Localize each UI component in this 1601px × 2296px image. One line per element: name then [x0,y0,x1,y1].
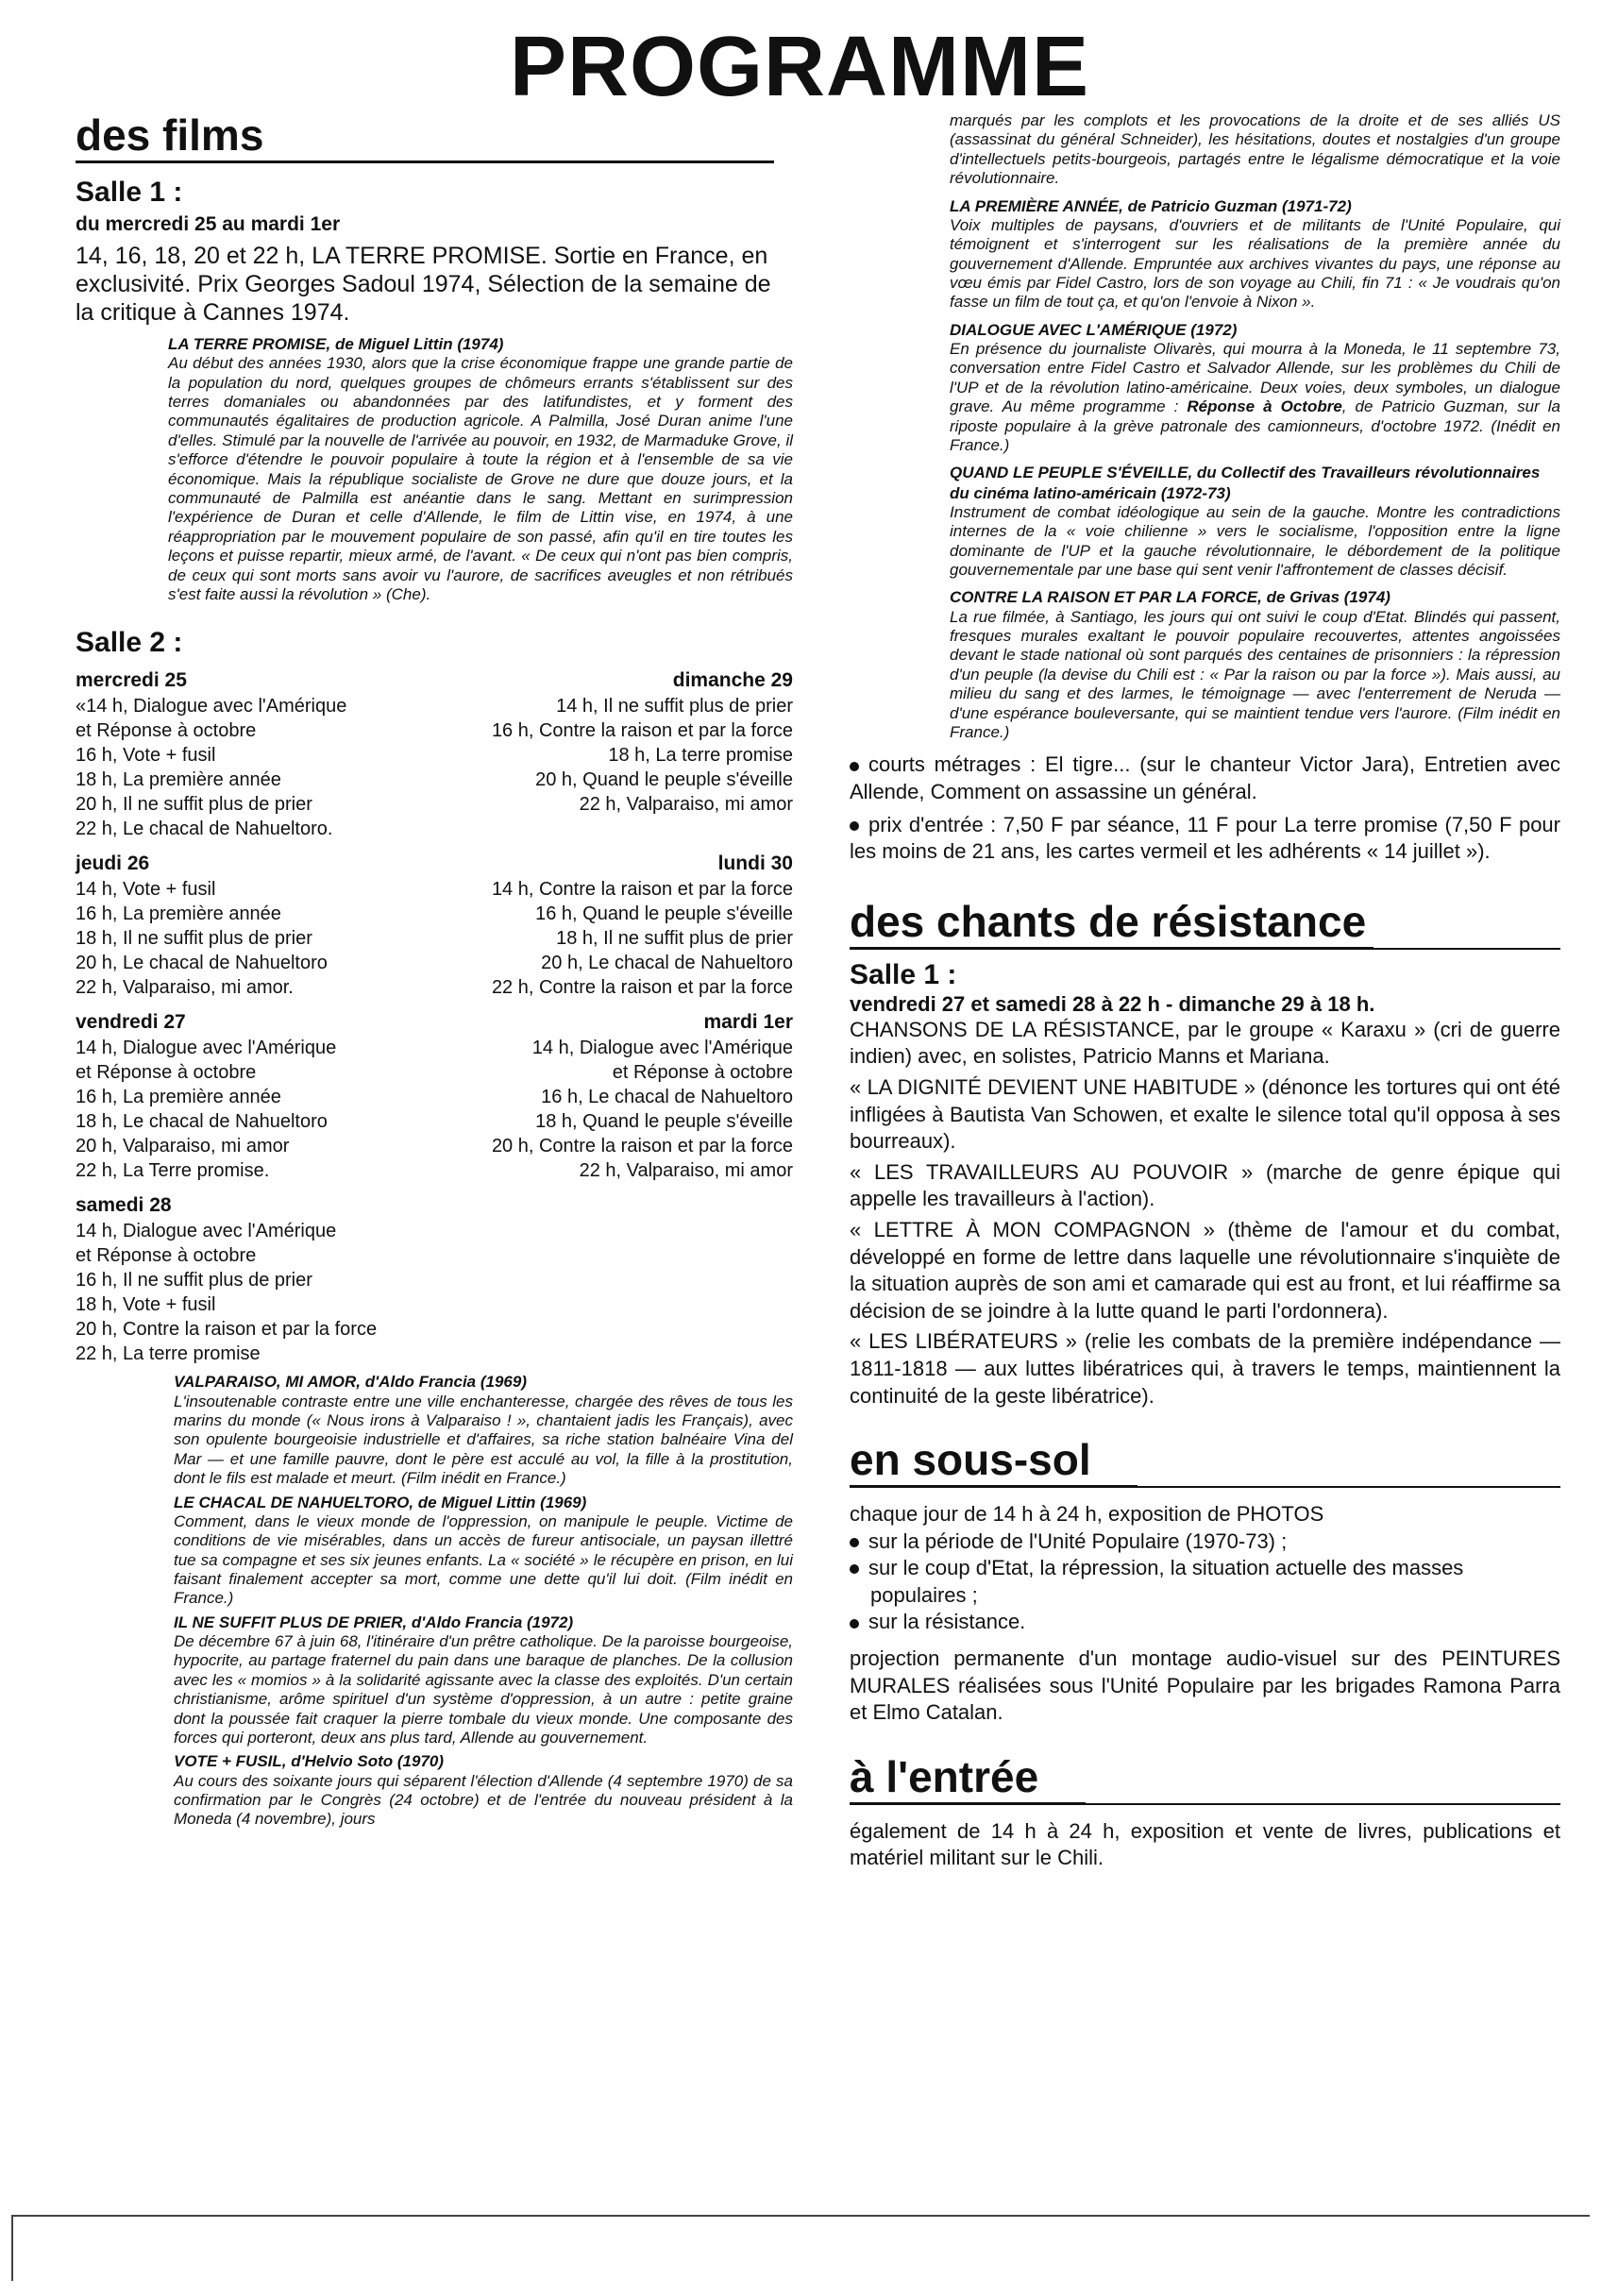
bullet-icon [850,762,859,771]
film-dialogue [950,320,1560,456]
salle2-label: Salle 2 : [76,627,183,659]
film-chacal [174,1493,793,1609]
film-terre-promise [168,334,793,604]
chant-paragraph: CHANSONS DE LA RÉSISTANCE, par le groupe « Karaxu » (cri de guerre indien) avec, en solistes, Patricio Manns et Mariana. [850,1017,1560,1069]
film-title: CONTRE LA RAISON ET PAR LA FORCE, de Grivas (1974) [950,588,1390,607]
film-description: Au début des années 1930, alors que la crise économique frappe une grande partie de la population du nord, quelques groupes de chômeurs errants s'établissent sur des terres domaniales ou abandonnées par des latifundistes, et y forment des communautés égalitaires de production agricole. A Palmilla, José Duran anime l'une d'elles. Stimulé par la nouvelle de l'arrivée au pouvoir, en 1932, de Marmaduke Grove, il s'efforce d'étendre le pouvoir populaire à toute la région et à l'ensemble de sa vie économique. Mais la république socialiste de Grove ne dure que douze jours, et la communauté de Palmilla est anéantie dans le sang. Mettant en surimpression l'expérience de Duran et celle d'Allende, le film de Littin vise, en 1974, à une réappropriation par le mouvement populaire de son passé, afin qu'il en tire toutes les leçons et puisse repartir, mieux armé, de l'avant. « De ceux qui n'ont pas bien compris, de ceux qui sont morts sans avoir vu l'aurore, de sacrifices aveugles et non rétribués s'est faite aussi la révolution » (Che). [168,354,793,603]
item-text: sur le coup d'Etat, la répression, la situation actuelle des masses populaires ; [868,1556,1464,1607]
schedule-line: 22 h, Le chacal de Nahueltoro. [76,819,333,840]
schedule-line: «14 h, Dialogue avec l'Amérique [76,696,347,718]
schedule-line: 18 h, La première année [76,769,281,791]
schedule-line: 16 h, Il ne suffit plus de prier [76,1270,312,1292]
schedule-day-right [453,669,793,841]
salle1-label: Salle 1 : [76,177,183,208]
desc-bold-part: Réponse à Octobre [1187,397,1342,416]
schedule-line: 22 h, La Terre promise. [76,1160,270,1182]
schedule-day-right [453,1194,793,1366]
soussol-section [850,1435,1560,1727]
schedule-row [76,1011,793,1183]
schedule-day-left [76,1194,453,1366]
schedule-line: 18 h, La terre promise [608,745,793,767]
bullet-icon [850,1538,859,1547]
schedule-line: 20 h, Le chacal de Nahueltoro [541,953,793,974]
heading-rule [1373,948,1560,950]
film-vote-fusil-cont [950,111,1560,189]
schedule-line: 22 h, Valparaiso, mi amor. [76,977,294,999]
schedule-row [76,1194,793,1366]
day-label: vendredi 27 [76,1011,186,1034]
schedule-line: 18 h, Il ne suffit plus de prier [76,928,312,950]
soussol-item [850,1555,1560,1609]
schedule-line: 18 h, Le chacal de Nahueltoro [76,1111,328,1133]
right-column [850,111,1560,1876]
schedule-line: et Réponse à octobre [76,720,257,742]
film-description: Voix multiples de paysans, d'ouvriers et de militants de l'Unité Populaire, qui témoignent et s'interrogent sur les réalisations de la première année du gouvernement d'Allende. Empruntée aux archives vivantes du pays, une réponse au vœu émis par Fidel Castro, lors de son voyage au Chili, fin 71 : « Je voudrais qu'on fasse un film de tout ça, et qu'on l'envoie à Nixon ». [950,215,1560,312]
schedule-line: 18 h, Il ne suffit plus de prier [556,928,793,950]
chants-section [850,896,1560,1410]
page-title: PROGRAMME [510,20,1089,114]
schedule-day-right [453,853,793,1000]
schedule-row [76,853,793,1000]
film-title: DIALOGUE AVEC L'AMÉRIQUE (1972) [950,320,1238,339]
schedule-line: et Réponse à octobre [76,1062,257,1084]
note-prix [850,812,1560,866]
schedule-line: 14 h, Vote + fusil [76,879,216,901]
film-quand-le-peuple [950,463,1560,580]
schedule-line: 20 h, Contre la raison et par la force [491,1136,793,1157]
film-title: LE CHACAL DE NAHUELTORO, de Miguel Littin (1969) [174,1493,587,1511]
item-text: sur la résistance. [868,1610,1026,1634]
schedule-line: et Réponse à octobre [76,1245,257,1267]
schedule-line: 14 h, Dialogue avec l'Amérique [76,1221,337,1242]
schedule-line: 14 h, Il ne suffit plus de prier [556,696,793,718]
film-description: La rue filmée, à Santiago, les jours qui ont suivi le coup d'Etat. Blindés qui passent, fresques murales exaltant le pouvoir populaire recouvertes, attentes angoissées devant le stade national où sont parqués des centaines de prisonniers : la répression d'un peuple (la devise du Chili est : « Par la raison ou par la force »). Mais aussi, au milieu du sang et des larmes, le témoignage — avec l'enterrement de Neruda — d'une espérance bouleversante, qui se maintient tendue vers l'aurore. (Film inédit en France.) [950,607,1560,742]
entree-section [850,1751,1560,1872]
schedule-day-right [453,1011,793,1183]
film-il-ne-suffit [174,1612,793,1748]
schedule-line: 14 h, Dialogue avec l'Amérique [531,1038,793,1059]
schedule-line: 16 h, Quand le peuple s'éveille [535,903,793,925]
film-description: Comment, dans le vieux monde de l'oppression, on manipule le peuple. Victime de conditions de vie misérables, dans un accès de fureur antisociale, un paysan illettré tue sa compagne et ses six jeunes enfants. La « société » le récupère en prison, en lui faisant finalement accepter sa mort, comme une dette qu'il lui doit. (Film inédit en France.) [174,1511,793,1608]
schedule-line: et Réponse à octobre [612,1062,793,1084]
note-text: courts métrages : El tigre... (sur le chanteur Victor Jara), Entretien avec Allende, Comment on assassine un général. [850,752,1560,803]
day-label: dimanche 29 [672,669,793,692]
salle1-intro: 14, 16, 18, 20 et 22 h, LA TERRE PROMISE. Sortie en France, en exclusivité. Prix Georges Sadoul 1974, Sélection de la semaine de la critique à Cannes 1974. [76,243,771,326]
schedule-day-left [76,853,453,1000]
film-contre-la-raison [950,587,1560,742]
footer-rule [11,2215,1590,2217]
note-text: prix d'entrée : 7,50 F par séance, 11 F pour La terre promise (7,50 F pour les moins de 21 ans, les cartes vermeil et les adhérents « 14 juillet »). [850,812,1560,864]
salle2-schedule [76,669,793,1366]
chants-dates: vendredi 27 et samedi 28 à 22 h - dimanche 29 à 18 h. [850,991,1375,1016]
entree-heading-wrap [850,1751,1560,1805]
schedule-line: 16 h, La première année [76,903,281,925]
bullet-icon [850,1619,859,1629]
film-description: Au cours des soixante jours qui séparent l'élection d'Allende (4 septembre 1970) de sa confirmation par le Congrès (24 octobre) et de l'entrée du nouveau président à la Moneda (4 novembre), jours [174,1771,793,1829]
film-description [950,340,1560,455]
schedule-line: 22 h, Valparaiso, mi amor [579,1160,793,1182]
film-description: De décembre 67 à juin 68, l'itinéraire d'un prêtre catholique. De la paroisse bourgeoise, hypocrite, au partage fraternel du pain dans une baraque de planches. De la collusion avec les « momios » à la solidarité agissante avec la classe des exploités. D'un certain christianisme, arôme spirituel d'un système d'oppression, à un autre : petite graine dont la poussée fait craquer la pierre tombale du vieux monde. Une composante des forces qui porteront, deux ans plus tard, Allende au gouvernement. [174,1631,793,1747]
day-label: mercredi 25 [76,669,187,692]
chant-paragraph: « LETTRE À MON COMPAGNON » (thème de l'amour et du combat, développé en forme de lettre dans laquelle une révolutionnaire s'inquiète de la situation auprès de son ami et camarade qui est au front, et lui réaffirme sa décision de se joindre à la lutte quand le parti l'ordonnera). [850,1217,1560,1323]
film-description: L'insoutenable contraste entre une ville enchanteresse, chargée des rêves de tous les marins du monde (« Nous irons à Valparaiso ! », chantaient jadis les Français), avec son opulente bourgeoisie industrielle et d'affaires, sa riche station balnéaire Vina del Mar — et une famille pauvre, dont le père est acculé au vol, la fille à la prostitution, dont le fils est malade et meurt. (Film inédit en France.) [174,1392,793,1488]
films-heading-wrap [76,110,793,163]
schedule-line: 20 h, Le chacal de Nahueltoro [76,953,328,974]
film-description: Instrument de combat idéologique au sein de la gauche. Montre les contradictions internes de la « voie chilienne » vers le socialisme, l'opposition entre la ligne dominante de l'UP et la gauche révolutionnaire, le débordement de la politique gouvernementale par une base qui sent venir l'affrontement de classes décisif. [950,502,1560,580]
soussol-item [850,1609,1560,1636]
chants-heading-wrap [850,896,1560,950]
chants-heading: des chants de résistance [850,900,1373,950]
left-column [76,110,793,1830]
film-title: QUAND LE PEUPLE S'ÉVEILLE, du Collectif des Travailleurs révolutionnaires du cinéma latino-américain (1972-73) [950,464,1541,502]
salle1-dates: du mercredi 25 au mardi 1er [76,213,341,235]
film-title: VOTE + FUSIL, d'Helvio Soto (1970) [174,1752,445,1771]
schedule-line: 14 h, Dialogue avec l'Amérique [76,1038,337,1059]
entree-text: également de 14 h à 24 h, exposition et vente de livres, publications et matériel militant sur le Chili. [850,1818,1560,1870]
day-label: samedi 28 [76,1194,172,1217]
heading-rule [1138,1486,1560,1488]
schedule-line: 22 h, Contre la raison et par la force [491,977,793,999]
film-title: LA PREMIÈRE ANNÉE, de Patricio Guzman (1971-72) [950,196,1352,215]
films-heading: des films [76,113,774,163]
schedule-line: 16 h, Le chacal de Nahueltoro [541,1087,793,1108]
chants-salle-label: Salle 1 : [850,958,957,990]
chant-paragraph: « LA DIGNITÉ DEVIENT UNE HABITUDE » (dénonce les tortures qui ont été infligées à Bautista Van Schowen, et exalte le silence total qu'il opposa à ses bourreaux). [850,1074,1560,1154]
soussol-intro: chaque jour de 14 h à 24 h, exposition de PHOTOS [850,1502,1324,1527]
note-courts-metrages [850,751,1560,805]
item-text: sur la période de l'Unité Populaire (1970-73) ; [868,1528,1288,1553]
entree-heading: à l'entrée [850,1755,1086,1805]
desc-part: En présence du journaliste Olivarès, qui mourra à la Moneda, le 11 septembre 73, conversation entre Fidel Castro et Salvador Allende, sur les problèmes du Chili de l'UP et de la révolution latino-américaine. Deux voies, deux symboles, un dialogue grave. Au même programme : [950,340,1560,416]
schedule-line: 16 h, Contre la raison et par la force [491,720,793,742]
soussol-item [850,1528,1560,1556]
bullet-icon [850,821,859,831]
schedule-line: 16 h, La première année [76,1087,281,1108]
schedule-line: 20 h, Valparaiso, mi amor [76,1136,290,1157]
schedule-line: 16 h, Vote + fusil [76,745,216,767]
schedule-line: 18 h, Quand le peuple s'éveille [535,1111,793,1133]
day-label: jeudi 26 [76,853,150,875]
film-title: IL NE SUFFIT PLUS DE PRIER, d'Aldo Francia (1972) [174,1612,574,1631]
footer-corner-tick [11,2215,13,2281]
film-title: VALPARAISO, MI AMOR, d'Aldo Francia (1969) [174,1373,527,1392]
film-valparaiso [174,1372,793,1488]
schedule-line: 14 h, Contre la raison et par la force [491,879,793,901]
film-title: LA TERRE PROMISE, de Miguel Littin (1974) [168,335,504,353]
film-premiere-annee [950,196,1560,312]
chant-paragraph: « LES LIBÉRATEURS » (relie les combats de la première indépendance — 1811-1818 — aux luttes libératrices qui, à travers le temps, maintiennent la continuité de la geste libératrice). [850,1329,1560,1408]
desc-part: , de Patricio Guzman, sur la riposte populaire à la grève patronale des camionneurs, d'octobre 1972. (Inédit en France.) [950,397,1560,454]
soussol-projection: projection permanente d'un montage audio-visuel sur des PEINTURES MURALES réalisées sous l'Unité Populaire par les brigades Ramona Parra et Elmo Catalan. [850,1646,1560,1725]
schedule-line: 18 h, Vote + fusil [76,1294,216,1316]
schedule-day-left [76,669,453,841]
soussol-heading-wrap [850,1435,1560,1488]
chant-paragraph: « LES TRAVAILLEURS AU POUVOIR » (marche de genre épique qui appelle les travailleurs à l'action). [850,1159,1560,1211]
schedule-line: 22 h, La terre promise [76,1343,261,1365]
soussol-heading: en sous-sol [850,1438,1138,1488]
schedule-day-left [76,1011,453,1183]
schedule-line: 20 h, Contre la raison et par la force [76,1319,378,1341]
film-vote-fusil [174,1751,793,1829]
day-label: mardi 1er [703,1011,793,1034]
schedule-row [76,669,793,841]
heading-rule [1086,1803,1560,1805]
bullet-icon [850,1564,859,1574]
schedule-line: 22 h, Valparaiso, mi amor [579,794,793,816]
schedule-line: 20 h, Quand le peuple s'éveille [535,769,793,791]
schedule-line: 20 h, Il ne suffit plus de prier [76,794,312,816]
day-label: lundi 30 [717,853,793,875]
film-description: marqués par les complots et les provocations de la droite et de ses alliés US (assassinat du général Schneider), les hésitations, doutes et nostalgies d'un groupe d'intellectuels petits-bourgeois, partagés entre le légalisme démocratique et la voie révolutionnaire. [950,111,1560,188]
